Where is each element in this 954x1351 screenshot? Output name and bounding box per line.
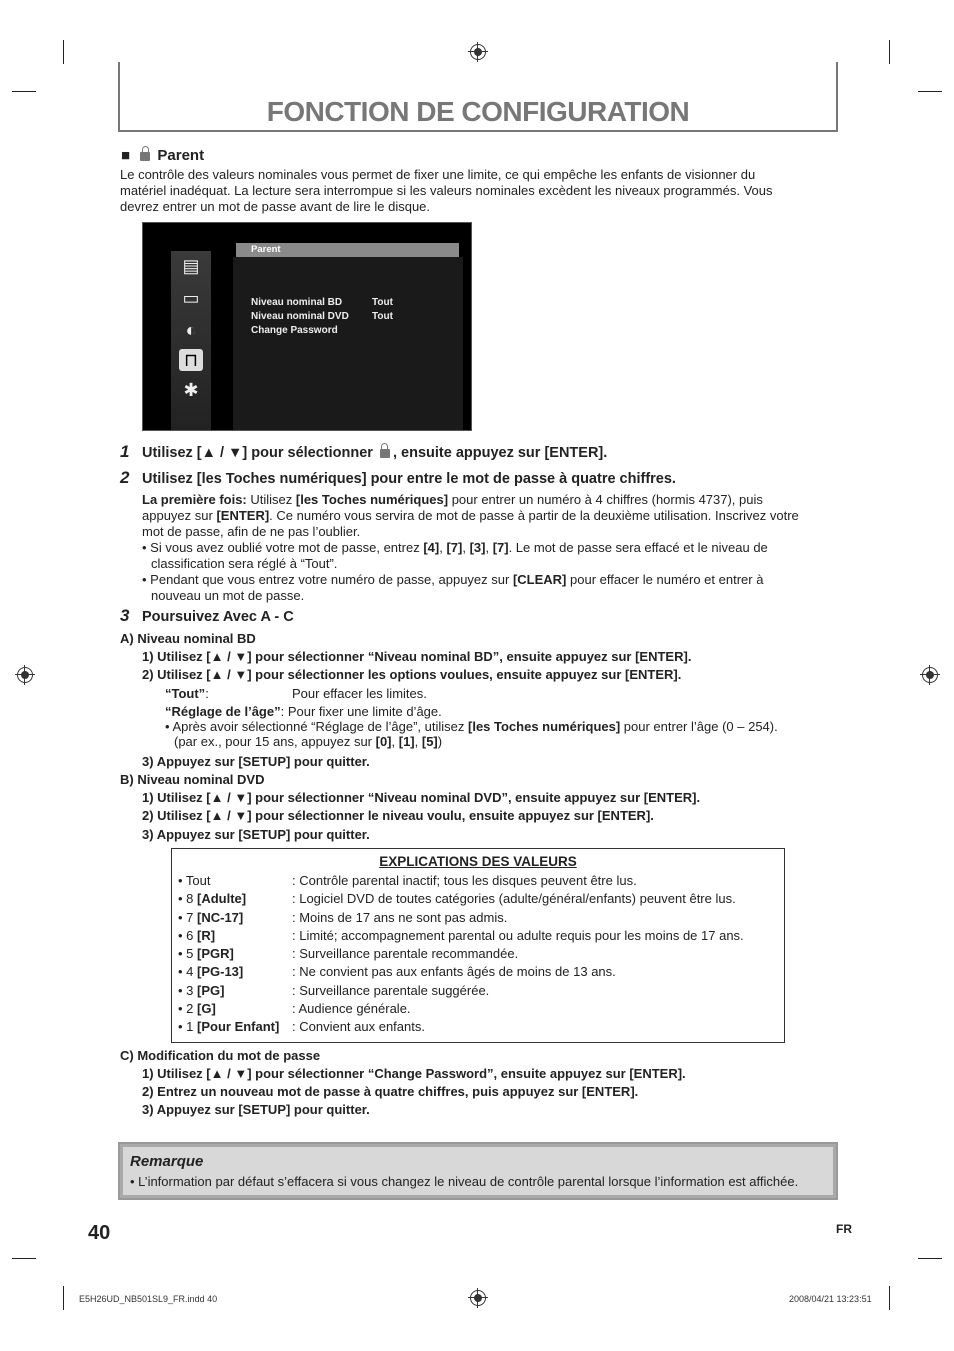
remark-panel xyxy=(123,1147,833,1195)
text-line: mot de passe, afin de ne pas l’oublier. xyxy=(142,524,361,539)
text-span: [ENTER] xyxy=(216,508,270,523)
rating-number: • 4 xyxy=(178,964,198,979)
intro-line: Le contrôle des valeurs nominales vous permet de fixer une limite, ce qui empêche les enfants de visionner du xyxy=(120,167,756,182)
key-label: [3] xyxy=(469,540,486,555)
footer-date: 2008/04/21 13:23:51 xyxy=(789,1294,872,1304)
table-title: EXPLICATIONS DES VALEURS xyxy=(379,854,577,869)
step-text: Poursuivez Avec A - C xyxy=(142,609,294,625)
text-span: . Ce numéro vous servira de mot de passe à partir de la deuxième utilisation. Inscrivez votre xyxy=(269,508,799,523)
rating-desc: : Surveillance parentale recommandée. xyxy=(292,946,519,961)
text-span: Pour fixer une limite d’âge. xyxy=(284,704,442,719)
intro-line: matériel inadéquat. La lecture sera interrompue si les valeurs nominales excèdent les niveaux programmés. Vous xyxy=(120,183,773,198)
screen-row-label: Change Password xyxy=(251,325,338,336)
rating-number: • 5 xyxy=(178,946,198,961)
crop-mark xyxy=(889,1286,890,1310)
screen-menu xyxy=(233,257,463,430)
text-span: . Le mot de passe sera effacé et le niveau de xyxy=(508,540,768,555)
registration-mark-icon xyxy=(17,667,33,683)
rating-desc: : Surveillance parentale suggérée. xyxy=(292,983,490,998)
key-label: [5] xyxy=(421,734,438,749)
rating-desc: : Logiciel DVD de toutes catégories (adulte/général/enfants) peuvent être lus. xyxy=(292,891,736,906)
option-note xyxy=(165,719,778,735)
rating-number: • 1 xyxy=(178,1019,198,1034)
step-text: Utilisez [les Toches numériques] pour entre le mot de passe à quatre chiffres. xyxy=(142,471,676,487)
display-icon: ▭ xyxy=(182,288,200,308)
text-line: nouveau un mot de passe. xyxy=(151,588,305,603)
rating-number: • Tout xyxy=(178,873,211,888)
lock-icon: ⊓ xyxy=(179,349,203,371)
text-span: pour entrer un numéro à 4 chiffres (hormis 4737), puis xyxy=(448,492,763,507)
rating-key: [PG] xyxy=(197,983,225,998)
section-heading xyxy=(121,147,204,164)
text-span: pour entrer l’âge (0 – 254). xyxy=(620,719,778,734)
step-number: 3 xyxy=(120,606,130,625)
rating-key: [Adulte] xyxy=(197,891,247,906)
text-span: La première fois: xyxy=(142,492,247,507)
option-label xyxy=(165,704,442,720)
rating-desc: : Convient aux enfants. xyxy=(292,1019,425,1034)
section-title: Parent xyxy=(157,147,205,164)
screen-title-bar xyxy=(236,243,459,257)
rating-key: [NC-17] xyxy=(197,910,244,925)
values-table xyxy=(171,848,785,1043)
crop-mark xyxy=(63,1286,64,1310)
page-title: FONCTION DE CONFIGURATION xyxy=(266,96,690,127)
option-desc: Pour effacer les limites. xyxy=(292,686,427,701)
remark-title: Remarque xyxy=(130,1153,204,1170)
step-text: Utilisez [▲ / ▼] pour sélectionner xyxy=(142,445,373,461)
crop-mark xyxy=(63,40,64,64)
rating-key: [PG-13] xyxy=(197,964,244,979)
option-note: (par ex., pour 15 ans, appuyez sur [0], [1], [5]) xyxy=(174,734,443,749)
key-label: [1] xyxy=(398,734,415,749)
language-icon: ▤ xyxy=(182,256,200,276)
lock-icon xyxy=(380,449,390,458)
crop-mark xyxy=(12,1258,36,1259)
text-span: “Tout” xyxy=(165,686,206,701)
text-span: • Après avoir sélectionné “Réglage de l’âge”, utilisez xyxy=(165,719,468,734)
instruction: 1) Utilisez [▲ / ▼] pour sélectionner “Niveau nominal BD”, ensuite appuyez sur [ENTER]. xyxy=(142,649,692,664)
text-span: Utilisez xyxy=(246,492,296,507)
rating-number: • 8 xyxy=(178,891,198,906)
rating-key: [Pour Enfant] xyxy=(197,1019,280,1034)
text-span: pour effacer le numéro et entrer à xyxy=(566,572,764,587)
language-label: FR xyxy=(836,1222,852,1236)
crop-mark xyxy=(889,40,890,64)
crop-mark xyxy=(12,91,36,92)
subsection-a-heading: A) Niveau nominal BD xyxy=(120,631,256,646)
step-1 xyxy=(120,443,607,462)
remark-text: • L’information par défaut s’effacera si vous changez le niveau de contrôle parental lorsque l’information est affichée. xyxy=(130,1174,799,1189)
step-text: , ensuite appuyez sur [ENTER]. xyxy=(392,445,608,461)
rating-desc: : Audience générale. xyxy=(292,1001,411,1016)
rating-desc: : Moins de 17 ans ne sont pas admis. xyxy=(292,910,508,925)
text-line: classification sera réglé à “Tout”. xyxy=(151,556,338,571)
page-number: 40 xyxy=(88,1222,111,1244)
rating-desc: : Contrôle parental inactif; tous les disques peuvent être lus. xyxy=(292,873,637,888)
key-label: [7] xyxy=(446,540,463,555)
text-span: (par ex., pour 15 ans, appuyez sur xyxy=(174,734,376,749)
step-2 xyxy=(120,469,676,488)
rating-number: • 2 xyxy=(178,1001,198,1016)
text-span: [les Toches numériques] xyxy=(295,492,449,507)
text-span: ) xyxy=(437,734,443,749)
intro-text xyxy=(120,167,773,215)
registration-mark-icon xyxy=(922,667,938,683)
setup-screen xyxy=(142,222,472,431)
screen-title: Parent xyxy=(251,244,281,255)
key-label: [4] xyxy=(423,540,440,555)
remark-box xyxy=(118,1142,838,1200)
registration-mark-icon xyxy=(470,1290,486,1306)
crop-mark xyxy=(918,1258,942,1259)
option-label xyxy=(165,686,209,702)
text-span: • Pendant que vous entrez votre numéro de passe, appuyez sur xyxy=(142,572,513,587)
text-span: : xyxy=(205,686,209,701)
step-number: 2 xyxy=(120,468,130,487)
instruction: 1) Utilisez [▲ / ▼] pour sélectionner “Niveau nominal DVD”, ensuite appuyez sur [ENTER]. xyxy=(142,790,701,805)
step-3 xyxy=(120,607,294,626)
rating-number: • 7 xyxy=(178,910,198,925)
footer-file: E5H26UD_NB501SL9_FR.indd 40 xyxy=(79,1294,218,1304)
text-span: • Si vous avez oublié votre mot de passe, entrez xyxy=(142,540,424,555)
crop-mark xyxy=(918,91,942,92)
key-label: [0] xyxy=(375,734,392,749)
rating-key: [PGR] xyxy=(197,946,234,961)
step-2-body: La première fois: Utilisez [les Toches numériques] pour entrer un numéro à 4 chiffres (hormis 4737), puis appuyez sur [ENTER]. Ce numéro vous servira de mot de passe à partir de la deuxième utilisation. Inscrivez votre mot de passe, afin de ne pas l’oublier. • Si vous avez oublié votre mot de passe, entrez [4], [7], [3], [7]. Le mot de passe sera effacé et le niveau de classification sera réglé à “Tout”. • Pendant que vous entrez votre numéro de passe, appuyez sur [CLEAR] pour effacer le numéro et entrer à nouveau un mot de passe. xyxy=(142,492,832,604)
step-number: 1 xyxy=(120,442,130,461)
text-span: : xyxy=(280,704,285,719)
rating-desc: : Limité; accompagnement parental ou adulte requis pour les moins de 17 ans. xyxy=(292,928,744,943)
text-span: “Réglage de l’âge” xyxy=(165,704,281,719)
intro-line: devrez entrer un mot de passe avant de lire le disque. xyxy=(120,199,431,214)
rating-key: [G] xyxy=(197,1001,216,1016)
lock-icon xyxy=(140,152,150,161)
rating-desc: : Ne convient pas aux enfants âgés de moins de 13 ans. xyxy=(292,964,616,979)
text-span: appuyez sur xyxy=(142,508,217,523)
rating-number: • 6 xyxy=(178,928,198,943)
subsection-c-heading: C) Modification du mot de passe xyxy=(120,1048,321,1063)
key-label: [7] xyxy=(492,540,509,555)
key-label: [CLEAR] xyxy=(512,572,567,587)
square-bullet-icon: ■ xyxy=(121,147,131,164)
instruction: 3) Appuyez sur [SETUP] pour quitter. xyxy=(142,827,370,842)
rating-number: • 3 xyxy=(178,983,198,998)
screen-row-value: Tout xyxy=(372,297,393,308)
audio-icon: ◐ xyxy=(185,320,197,340)
instruction: 3) Appuyez sur [SETUP] pour quitter. xyxy=(142,754,370,769)
screen-row-value: Tout xyxy=(372,311,393,322)
subsection-b-heading: B) Niveau nominal DVD xyxy=(120,772,265,787)
screen-row-label: Niveau nominal DVD xyxy=(251,311,349,322)
instruction: 2) Utilisez [▲ / ▼] pour sélectionner les options voulues, ensuite appuyez sur [ENTER]. xyxy=(142,667,682,682)
gear-icon: ✱ xyxy=(183,380,199,400)
instruction: 1) Utilisez [▲ / ▼] pour sélectionner “Change Password”, ensuite appuyez sur [ENTER]. xyxy=(142,1066,686,1081)
text-span: [les Toches numériques] xyxy=(468,719,621,734)
rating-key: [R] xyxy=(197,928,216,943)
instruction: 2) Utilisez [▲ / ▼] pour sélectionner le niveau voulu, ensuite appuyez sur [ENTER]. xyxy=(142,808,654,823)
screen-sidebar xyxy=(171,251,211,430)
instruction: 3) Appuyez sur [SETUP] pour quitter. xyxy=(142,1102,370,1117)
instruction: 2) Entrez un nouveau mot de passe à quatre chiffres, puis appuyez sur [ENTER]. xyxy=(142,1084,639,1099)
screen-row-label: Niveau nominal BD xyxy=(251,297,343,308)
registration-mark-icon xyxy=(470,44,486,60)
title-frame xyxy=(118,62,838,132)
